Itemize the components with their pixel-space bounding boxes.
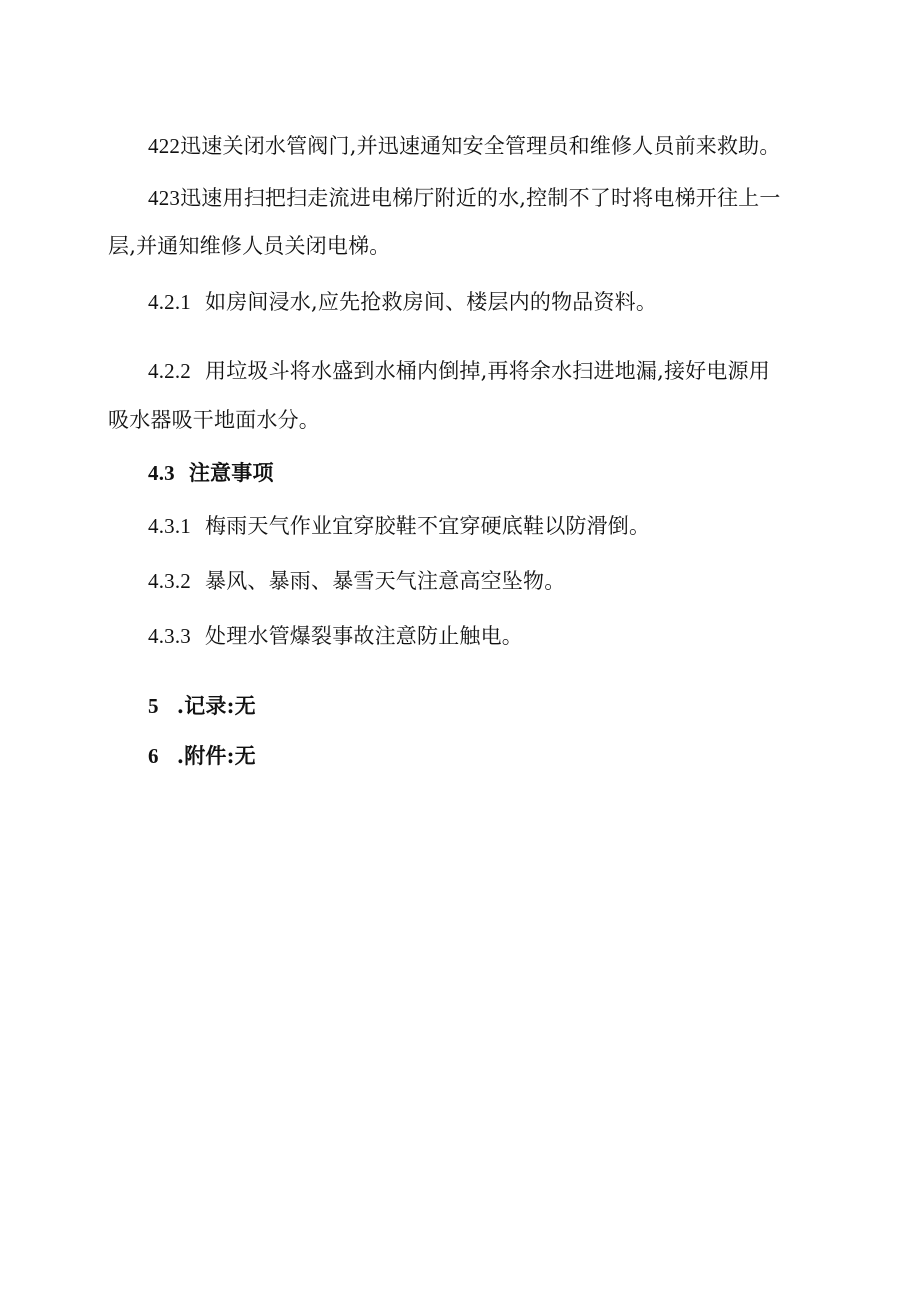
paragraph-423-line-2 <box>108 232 390 260</box>
paragraph-number: 4.3.2 <box>148 569 191 593</box>
section-number: 5 <box>148 694 159 718</box>
paragraph-text: 如房间浸水,应先抢救房间、楼层内的物品资料。 <box>205 290 658 314</box>
section-number: 4.3 <box>148 461 175 485</box>
paragraph-text: 吸水器吸干地面水分。 <box>108 408 320 432</box>
section-title: 注意事项 <box>188 460 274 485</box>
section-heading-4-3 <box>148 459 274 487</box>
section-number: 6 <box>148 744 159 768</box>
section-heading-5 <box>148 692 256 720</box>
paragraph-4-3-1 <box>148 512 650 540</box>
paragraph-4-3-2 <box>148 567 565 595</box>
paragraph-422 <box>148 132 781 160</box>
paragraph-4-2-2-line-2 <box>108 406 320 434</box>
paragraph-number: 4.2.1 <box>148 290 191 314</box>
paragraph-text: 暴风、暴雨、暴雪天气注意高空坠物。 <box>205 569 566 593</box>
paragraph-text: 用垃圾斗将水盛到水桶内倒掉,再将余水扫进地漏,接好电源用 <box>205 359 770 383</box>
paragraph-4-2-2-line-1 <box>148 357 770 385</box>
paragraph-number: 4.3.3 <box>148 624 191 648</box>
paragraph-number: 422 <box>148 134 181 158</box>
section-title: .记录:无 <box>176 693 256 718</box>
paragraph-423-line-1 <box>148 184 781 212</box>
paragraph-number: 4.3.1 <box>148 514 191 538</box>
paragraph-text: 处理水管爆裂事故注意防止触电。 <box>205 624 523 648</box>
paragraph-text: 迅速用扫把扫走流进电梯厅附近的水,控制不了时将电梯开往上一 <box>180 186 781 210</box>
paragraph-4-3-3 <box>148 622 523 650</box>
paragraph-number: 423 <box>148 186 181 210</box>
paragraph-4-2-1 <box>148 288 657 316</box>
paragraph-text: 层,并通知维修人员关闭电梯。 <box>108 234 391 258</box>
section-title: .附件:无 <box>176 743 256 768</box>
paragraph-text: 梅雨天气作业宜穿胶鞋不宜穿硬底鞋以防滑倒。 <box>205 514 651 538</box>
paragraph-text: 迅速关闭水管阀门,并迅速通知安全管理员和维修人员前来救助。 <box>180 134 781 158</box>
section-heading-6 <box>148 742 256 770</box>
paragraph-number: 4.2.2 <box>148 359 191 383</box>
